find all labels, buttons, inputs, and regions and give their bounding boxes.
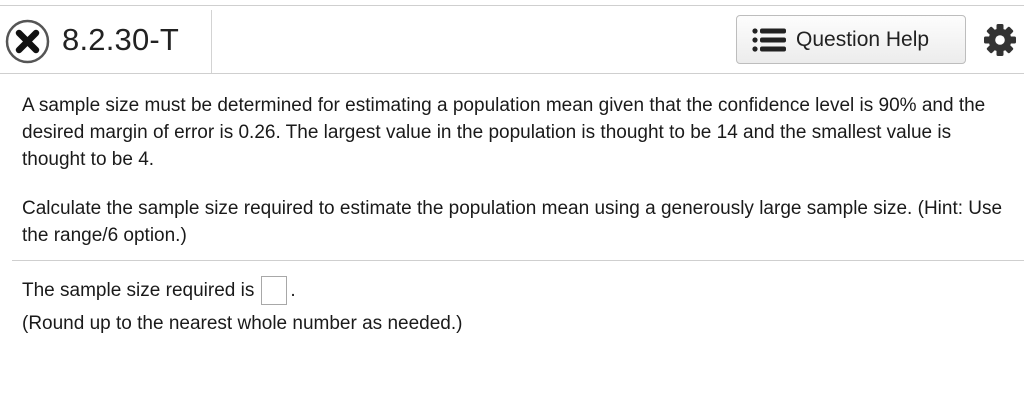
question-help-button[interactable] [736,15,966,64]
section-divider [12,260,1024,261]
header-bottom-border [0,73,1024,74]
answer-suffix: . [290,279,296,301]
question-header [0,6,1024,74]
answer-section [22,274,1012,339]
gear-icon[interactable] [983,23,1017,57]
question-help-label: Question Help [796,28,930,51]
close-icon[interactable] [5,19,50,64]
instruction-paragraph: Calculate the sample size required to estimate the population mean using a generously large sample size. (Hint: Use the range/6 option.) [22,198,1003,246]
problem-paragraph: A sample size must be determined for estimating a population mean given that the confidence level is 90% and the desired margin of error is 0.26. The largest value in the population is thought to be 14 and the smallest value is thought to be 4. [22,95,986,170]
header-divider [211,10,212,74]
answer-input[interactable] [261,276,287,305]
list-icon [752,28,786,52]
answer-line [22,274,1012,306]
problem-statement [22,92,1012,249]
answer-prompt: The sample size required is [22,279,255,301]
rounding-note: (Round up to the nearest whole number as needed.) [22,313,463,334]
question-id: 8.2.30-T [62,22,180,57]
